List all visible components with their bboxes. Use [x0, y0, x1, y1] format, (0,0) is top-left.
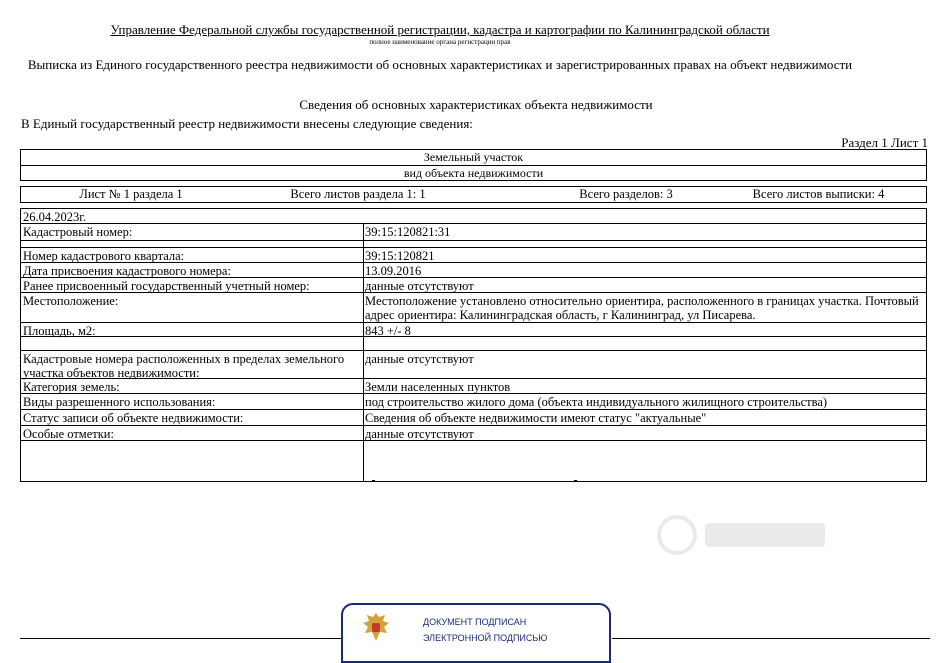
electronic-signature-stamp — [341, 603, 611, 663]
row-value: 39:15:120821 — [365, 249, 435, 263]
scan-mark — [372, 480, 375, 482]
row-value: данные отсутствуют — [365, 279, 474, 293]
object-type-caption: вид объекта недвижимости — [403, 166, 544, 180]
row-value: данные отсутствуют — [365, 352, 474, 366]
row-gap — [21, 337, 926, 351]
table-row — [21, 278, 926, 293]
row-label: Статус записи об объекте недвижимости: — [23, 411, 244, 425]
table-row — [21, 293, 926, 323]
sheet-info-row — [20, 186, 927, 203]
row-label: Дата присвоения кадастрового номера: — [23, 264, 231, 278]
date-row — [21, 209, 926, 224]
watermark-logo-icon — [655, 505, 835, 565]
extract-date: 26.04.2023г. — [23, 210, 87, 224]
object-type-box — [20, 149, 927, 181]
table-row — [21, 410, 926, 426]
row-label: Виды разрешенного использования: — [23, 395, 216, 409]
row-label: Местоположение: — [23, 294, 119, 308]
sheets-total: Всего листов выписки: 4 — [752, 187, 885, 201]
stamp-line-1: ДОКУМЕНТ ПОДПИСАН — [423, 617, 527, 627]
row-label: Номер кадастрового квартала: — [23, 249, 185, 263]
row-value: 843 +/- 8 — [365, 324, 411, 338]
scan-mark — [574, 480, 577, 482]
table-row — [21, 248, 926, 263]
sheet-number: Лист № 1 раздела 1 — [79, 187, 183, 201]
row-label: Площадь, м2: — [23, 324, 96, 338]
coat-of-arms-icon — [361, 611, 391, 645]
stamp-line-2: ЭЛЕКТРОННОЙ ПОДПИСЬЮ — [423, 633, 548, 643]
row-label: Кадастровые номера расположенных в пределах земельного участка объектов недвижимости: — [23, 352, 345, 380]
divider-line — [612, 638, 930, 639]
agency-name: Управление Федеральной службы государственной регистрации, кадастра и картографии по Калининградской области — [110, 22, 770, 37]
row-gap — [21, 241, 926, 248]
table-row — [21, 351, 926, 379]
row-label: Ранее присвоенный государственный учетный номер: — [23, 279, 310, 293]
row-label: Особые отметки: — [23, 427, 114, 441]
divider-line — [20, 638, 342, 639]
section-intro: В Единый государственный реестр недвижимости внесены следующие сведения: — [21, 116, 473, 131]
agency-caption: полное наименование органа регистрации прав — [369, 38, 511, 46]
section-title: Сведения об основных характеристиках объекта недвижимости — [299, 97, 653, 112]
section-reference: Раздел 1 Лист 1 — [841, 135, 928, 150]
row-label: Категория земель: — [23, 380, 120, 394]
row-label: Кадастровый номер: — [23, 225, 133, 239]
row-value: данные отсутствуют — [365, 427, 474, 441]
sheets-in-section: Всего листов раздела 1: 1 — [290, 187, 426, 201]
row-value: 13.09.2016 — [365, 264, 422, 278]
table-row — [21, 224, 926, 241]
row-value: Земли населенных пунктов — [365, 380, 511, 394]
object-type: Земельный участок — [21, 150, 926, 166]
table-row — [21, 323, 926, 337]
row-value: Местоположение установлено относительно ориентира, расположенного в границах участка. Почтовый адрес ориентира: Калининградская область, г Калининград, ул Писарева. — [365, 294, 919, 322]
characteristics-table — [20, 208, 927, 482]
sections-total: Всего разделов: 3 — [579, 187, 673, 201]
table-row — [21, 394, 926, 410]
row-value: Сведения об объекте недвижимости имеют статус "актуальные" — [365, 411, 707, 425]
row-value: 39:15:120821:31 — [365, 225, 451, 239]
row-value: под строительство жилого дома (объекта индивидуального жилищного строительства) — [365, 395, 828, 409]
table-row — [21, 426, 926, 441]
table-row — [21, 379, 926, 394]
extract-title: Выписка из Единого государственного реестра недвижимости об основных характеристиках и зарегистрированных правах на объект недвижимости — [27, 57, 853, 72]
table-row — [21, 263, 926, 278]
